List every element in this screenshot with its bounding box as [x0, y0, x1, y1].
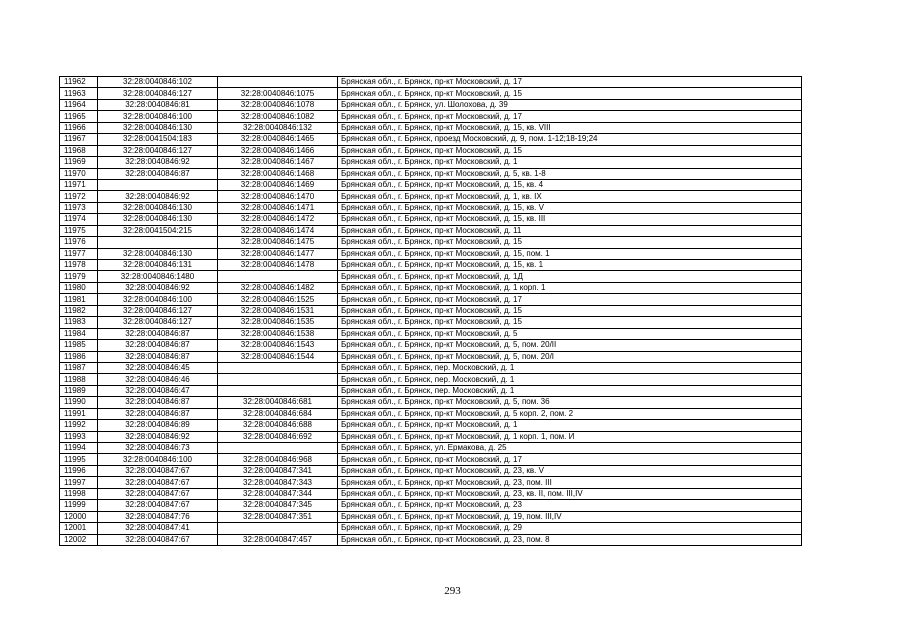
- address-cell: Брянская обл., г. Брянск, пр-кт Московский, д. 5 корп. 2, пом. 2: [338, 408, 802, 419]
- address-cell: Брянская обл., г. Брянск, пр-кт Московский, д. 15: [338, 88, 802, 99]
- table-row: [60, 351, 802, 362]
- row-number-cell: 11997: [60, 477, 98, 488]
- table-row: [60, 179, 802, 190]
- table-row: [60, 420, 802, 431]
- table-row: [60, 134, 802, 145]
- object-cadastral-number-cell: 32:28:0040847:343: [218, 477, 338, 488]
- object-cadastral-number-cell: 32:28:0040846:1469: [218, 179, 338, 190]
- object-cadastral-number-cell: 32:28:0040846:681: [218, 397, 338, 408]
- address-cell: Брянская обл., г. Брянск, пр-кт Московский, д. 19, пом. III,IV: [338, 511, 802, 522]
- row-number-cell: 11981: [60, 294, 98, 305]
- address-cell: Брянская обл., г. Брянск, пр-кт Московский, д. 15, кв. III: [338, 214, 802, 225]
- address-cell: Брянская обл., г. Брянск, пр-кт Московский, д. 17: [338, 111, 802, 122]
- object-cadastral-number-cell: 32:28:0040846:1078: [218, 99, 338, 110]
- cadastral-number-cell: 32:28:0040847:67: [98, 500, 218, 511]
- cadastral-number-cell: 32:28:0040846:73: [98, 443, 218, 454]
- table-row: [60, 88, 802, 99]
- cadastral-number-cell: 32:28:0040846:47: [98, 385, 218, 396]
- address-cell: Брянская обл., г. Брянск, пр-кт Московский, д. 5: [338, 328, 802, 339]
- address-cell: Брянская обл., г. Брянск, пр-кт Московский, д. 23, пом. 8: [338, 534, 802, 545]
- cadastral-number-cell: 32:28:0040846:87: [98, 328, 218, 339]
- row-number-cell: 11972: [60, 191, 98, 202]
- row-number-cell: 11964: [60, 99, 98, 110]
- table-row: [60, 237, 802, 248]
- object-cadastral-number-cell: 32:28:0040846:1482: [218, 282, 338, 293]
- table-row: [60, 191, 802, 202]
- object-cadastral-number-cell: [218, 362, 338, 373]
- address-cell: Брянская обл., г. Брянск, пр-кт Московский, д. 1, кв. IX: [338, 191, 802, 202]
- table-row: [60, 145, 802, 156]
- address-cell: Брянская обл., г. Брянск, пр-кт Московский, д. 11: [338, 225, 802, 236]
- object-cadastral-number-cell: 32:28:0040846:1470: [218, 191, 338, 202]
- object-cadastral-number-cell: 32:28:0040846:1477: [218, 248, 338, 259]
- cadastral-number-cell: 32:28:0040846:127: [98, 305, 218, 316]
- row-number-cell: 12001: [60, 523, 98, 534]
- row-number-cell: 11993: [60, 431, 98, 442]
- object-cadastral-number-cell: [218, 374, 338, 385]
- object-cadastral-number-cell: [218, 77, 338, 88]
- row-number-cell: 11971: [60, 179, 98, 190]
- object-cadastral-number-cell: 32:28:0040846:1478: [218, 260, 338, 271]
- cadastral-number-cell: 32:28:0040846:81: [98, 99, 218, 110]
- cadastral-number-cell: 32:28:0041504:183: [98, 134, 218, 145]
- row-number-cell: 11975: [60, 225, 98, 236]
- cadastral-number-cell: 32:28:0040846:102: [98, 77, 218, 88]
- object-cadastral-number-cell: 32:28:0040846:1474: [218, 225, 338, 236]
- row-number-cell: 11978: [60, 260, 98, 271]
- table-row: [60, 511, 802, 522]
- row-number-cell: 11974: [60, 214, 98, 225]
- table-row: [60, 340, 802, 351]
- address-cell: Брянская обл., г. Брянск, пр-кт Московский, д. 15: [338, 317, 802, 328]
- table-row: [60, 385, 802, 396]
- cadastral-number-cell: 32:28:0040846:92: [98, 191, 218, 202]
- cadastral-number-cell: 32:28:0040846:100: [98, 111, 218, 122]
- address-cell: Брянская обл., г. Брянск, пр-кт Московский, д. 15, кв. 1: [338, 260, 802, 271]
- table-row: [60, 328, 802, 339]
- row-number-cell: 11995: [60, 454, 98, 465]
- table-row: [60, 77, 802, 88]
- cadastral-number-cell: 32:28:0040846:87: [98, 397, 218, 408]
- address-cell: Брянская обл., г. Брянск, пер. Московский, д. 1: [338, 362, 802, 373]
- address-cell: Брянская обл., г. Брянск, пр-кт Московский, д. 29: [338, 523, 802, 534]
- table-row: [60, 500, 802, 511]
- table-row: [60, 362, 802, 373]
- object-cadastral-number-cell: 32:28:0040846:1544: [218, 351, 338, 362]
- row-number-cell: 11976: [60, 237, 98, 248]
- address-cell: Брянская обл., г. Брянск, пр-кт Московский, д. 5, пом. 20/II: [338, 340, 802, 351]
- row-number-cell: 11998: [60, 488, 98, 499]
- row-number-cell: 11980: [60, 282, 98, 293]
- address-cell: Брянская обл., г. Брянск, ул. Ермакова, д. 25: [338, 443, 802, 454]
- cadastral-number-cell: 32:28:0040847:67: [98, 477, 218, 488]
- address-cell: Брянская обл., г. Брянск, пр-кт Московский, д. 15, кв. VIII: [338, 122, 802, 133]
- address-cell: Брянская обл., г. Брянск, пр-кт Московский, д. 23: [338, 500, 802, 511]
- table-row: [60, 488, 802, 499]
- row-number-cell: 12002: [60, 534, 98, 545]
- table-row: [60, 294, 802, 305]
- row-number-cell: 11984: [60, 328, 98, 339]
- cadastral-number-cell: 32:28:0040846:87: [98, 351, 218, 362]
- row-number-cell: 11973: [60, 202, 98, 213]
- row-number-cell: 11982: [60, 305, 98, 316]
- row-number-cell: 11979: [60, 271, 98, 282]
- table-row: [60, 202, 802, 213]
- address-cell: Брянская обл., г. Брянск, пр-кт Московский, д. 5, пом. 20/I: [338, 351, 802, 362]
- object-cadastral-number-cell: 32:28:0040846:1467: [218, 157, 338, 168]
- address-cell: Брянская обл., г. Брянск, пр-кт Московский, д. 1 корп. 1, пом. И: [338, 431, 802, 442]
- table-row: [60, 397, 802, 408]
- table-row: [60, 271, 802, 282]
- object-cadastral-number-cell: 32:28:0040847:457: [218, 534, 338, 545]
- object-cadastral-number-cell: 32:28:0040846:1466: [218, 145, 338, 156]
- cadastral-number-cell: 32:28:0040847:67: [98, 465, 218, 476]
- cadastral-number-cell: 32:28:0040846:100: [98, 294, 218, 305]
- row-number-cell: 11994: [60, 443, 98, 454]
- row-number-cell: 11991: [60, 408, 98, 419]
- object-cadastral-number-cell: 32:28:0040846:968: [218, 454, 338, 465]
- table-row: [60, 317, 802, 328]
- table-row: [60, 431, 802, 442]
- address-cell: Брянская обл., г. Брянск, пр-кт Московский, д. 23, пом. III: [338, 477, 802, 488]
- object-cadastral-number-cell: 32:28:0040847:341: [218, 465, 338, 476]
- object-cadastral-number-cell: 32:28:0040846:684: [218, 408, 338, 419]
- object-cadastral-number-cell: 32:28:0040846:1475: [218, 237, 338, 248]
- object-cadastral-number-cell: 32:28:0040847:351: [218, 511, 338, 522]
- address-cell: Брянская обл., г. Брянск, пр-кт Московский, д. 1Д: [338, 271, 802, 282]
- cadastral-number-cell: 32:28:0040846:89: [98, 420, 218, 431]
- row-number-cell: 11990: [60, 397, 98, 408]
- table-row: [60, 168, 802, 179]
- cadastral-number-cell: 32:28:0040846:100: [98, 454, 218, 465]
- object-cadastral-number-cell: 32:28:0040846:1535: [218, 317, 338, 328]
- object-cadastral-number-cell: 32:28:0040847:345: [218, 500, 338, 511]
- cadastral-number-cell: 32:28:0040847:67: [98, 534, 218, 545]
- cadastral-number-cell: 32:28:0040846:130: [98, 202, 218, 213]
- cadastral-number-cell: 32:28:0040846:87: [98, 340, 218, 351]
- address-cell: Брянская обл., г. Брянск, пр-кт Московский, д. 23, кв. II, пом. III,IV: [338, 488, 802, 499]
- address-cell: Брянская обл., г. Брянск, пр-кт Московский, д. 15, кв. V: [338, 202, 802, 213]
- address-cell: Брянская обл., г. Брянск, пр-кт Московский, д. 15: [338, 237, 802, 248]
- address-cell: Брянская обл., г. Брянск, пр-кт Московский, д. 23, кв. V: [338, 465, 802, 476]
- object-cadastral-number-cell: 32:28:0040846:1082: [218, 111, 338, 122]
- cadastral-number-cell: 32:28:0040846:130: [98, 214, 218, 225]
- address-cell: Брянская обл., г. Брянск, пер. Московский, д. 1: [338, 374, 802, 385]
- table-row: [60, 225, 802, 236]
- table-row: [60, 260, 802, 271]
- cadastral-number-cell: 32:28:0040846:127: [98, 317, 218, 328]
- cadastral-number-cell: 32:28:0040846:1480: [98, 271, 218, 282]
- row-number-cell: 11992: [60, 420, 98, 431]
- object-cadastral-number-cell: 32:28:0040846:1525: [218, 294, 338, 305]
- page-number: 293: [444, 585, 461, 597]
- address-cell: Брянская обл., г. Брянск, пр-кт Московский, д. 5, пом. 36: [338, 397, 802, 408]
- address-cell: Брянская обл., г. Брянск, пр-кт Московский, д. 15, пом. 1: [338, 248, 802, 259]
- row-number-cell: 11987: [60, 362, 98, 373]
- cadastral-number-cell: 32:28:0040846:45: [98, 362, 218, 373]
- object-cadastral-number-cell: 32:28:0040846:1531: [218, 305, 338, 316]
- address-cell: Брянская обл., г. Брянск, пр-кт Московский, д. 1: [338, 420, 802, 431]
- registry-table-body: [60, 77, 802, 546]
- table-row: [60, 157, 802, 168]
- row-number-cell: 11967: [60, 134, 98, 145]
- row-number-cell: 11962: [60, 77, 98, 88]
- table-row: [60, 99, 802, 110]
- cadastral-number-cell: 32:28:0040846:127: [98, 145, 218, 156]
- row-number-cell: 12000: [60, 511, 98, 522]
- row-number-cell: 11985: [60, 340, 98, 351]
- address-cell: Брянская обл., г. Брянск, пр-кт Московский, д. 15: [338, 145, 802, 156]
- object-cadastral-number-cell: [218, 385, 338, 396]
- cadastral-number-cell: 32:28:0040846:131: [98, 260, 218, 271]
- address-cell: Брянская обл., г. Брянск, пр-кт Московский, д. 17: [338, 294, 802, 305]
- table-row: [60, 122, 802, 133]
- object-cadastral-number-cell: 32:28:0040846:1075: [218, 88, 338, 99]
- table-row: [60, 465, 802, 476]
- row-number-cell: 11968: [60, 145, 98, 156]
- object-cadastral-number-cell: 32:28:0040846:1465: [218, 134, 338, 145]
- address-cell: Брянская обл., г. Брянск, пр-кт Московский, д. 15: [338, 305, 802, 316]
- object-cadastral-number-cell: 32:28:0040846:692: [218, 431, 338, 442]
- table-row: [60, 477, 802, 488]
- row-number-cell: 11966: [60, 122, 98, 133]
- cadastral-number-cell: 32:28:0040846:127: [98, 88, 218, 99]
- row-number-cell: 11970: [60, 168, 98, 179]
- address-cell: Брянская обл., г. Брянск, пр-кт Московский, д. 15, кв. 4: [338, 179, 802, 190]
- address-cell: Брянская обл., г. Брянск, ул. Шолохова, д. 39: [338, 99, 802, 110]
- object-cadastral-number-cell: [218, 523, 338, 534]
- cadastral-number-cell: 32:28:0040847:41: [98, 523, 218, 534]
- table-row: [60, 282, 802, 293]
- address-cell: Брянская обл., г. Брянск, пр-кт Московский, д. 1: [338, 157, 802, 168]
- object-cadastral-number-cell: 32:28:0040846:1468: [218, 168, 338, 179]
- row-number-cell: 11986: [60, 351, 98, 362]
- table-row: [60, 454, 802, 465]
- row-number-cell: 11965: [60, 111, 98, 122]
- table-row: [60, 214, 802, 225]
- address-cell: Брянская обл., г. Брянск, пр-кт Московский, д. 1 корп. 1: [338, 282, 802, 293]
- table-row: [60, 523, 802, 534]
- object-cadastral-number-cell: 32:28:0040846:688: [218, 420, 338, 431]
- cadastral-number-cell: 32:28:0040846:92: [98, 282, 218, 293]
- object-cadastral-number-cell: 32:28:0040846:1543: [218, 340, 338, 351]
- table-row: [60, 534, 802, 545]
- address-cell: Брянская обл., г. Брянск, пер. Московский, д. 1: [338, 385, 802, 396]
- row-number-cell: 11963: [60, 88, 98, 99]
- address-cell: Брянская обл., г. Брянск, пр-кт Московский, д. 17: [338, 454, 802, 465]
- table-row: [60, 111, 802, 122]
- cadastral-number-cell: 32:28:0040846:130: [98, 248, 218, 259]
- table-row: [60, 248, 802, 259]
- object-cadastral-number-cell: [218, 443, 338, 454]
- cadastral-number-cell: 32:28:0040846:130: [98, 122, 218, 133]
- cadastral-number-cell: 32:28:0040846:87: [98, 168, 218, 179]
- object-cadastral-number-cell: 32:28:0040846:1472: [218, 214, 338, 225]
- row-number-cell: 11988: [60, 374, 98, 385]
- cadastral-number-cell: 32:28:0041504:215: [98, 225, 218, 236]
- cadastral-number-cell: 32:28:0040846:92: [98, 157, 218, 168]
- object-cadastral-number-cell: 32:28:0040846:1471: [218, 202, 338, 213]
- row-number-cell: 11969: [60, 157, 98, 168]
- address-cell: Брянская обл., г. Брянск, пр-кт Московский, д. 5, кв. 1-8: [338, 168, 802, 179]
- cadastral-number-cell: 32:28:0040846:46: [98, 374, 218, 385]
- row-number-cell: 11989: [60, 385, 98, 396]
- object-cadastral-number-cell: [218, 271, 338, 282]
- object-cadastral-number-cell: 32:28:0040846:132: [218, 122, 338, 133]
- cadastral-number-cell: 32:28:0040846:87: [98, 408, 218, 419]
- address-cell: Брянская обл., г. Брянск, проезд Московский, д. 9, пом. 1-12;18-19;24: [338, 134, 802, 145]
- row-number-cell: 11977: [60, 248, 98, 259]
- cadastral-number-cell: 32:28:0040847:76: [98, 511, 218, 522]
- row-number-cell: 11983: [60, 317, 98, 328]
- object-cadastral-number-cell: 32:28:0040846:1538: [218, 328, 338, 339]
- row-number-cell: 11999: [60, 500, 98, 511]
- cadastral-number-cell: 32:28:0040846:92: [98, 431, 218, 442]
- table-row: [60, 443, 802, 454]
- address-cell: Брянская обл., г. Брянск, пр-кт Московский, д. 17: [338, 77, 802, 88]
- row-number-cell: 11996: [60, 465, 98, 476]
- registry-table: [59, 76, 802, 546]
- table-row: [60, 374, 802, 385]
- cadastral-number-cell: [98, 179, 218, 190]
- table-row: [60, 408, 802, 419]
- cadastral-number-cell: [98, 237, 218, 248]
- object-cadastral-number-cell: 32:28:0040847:344: [218, 488, 338, 499]
- table-row: [60, 305, 802, 316]
- cadastral-number-cell: 32:28:0040847:67: [98, 488, 218, 499]
